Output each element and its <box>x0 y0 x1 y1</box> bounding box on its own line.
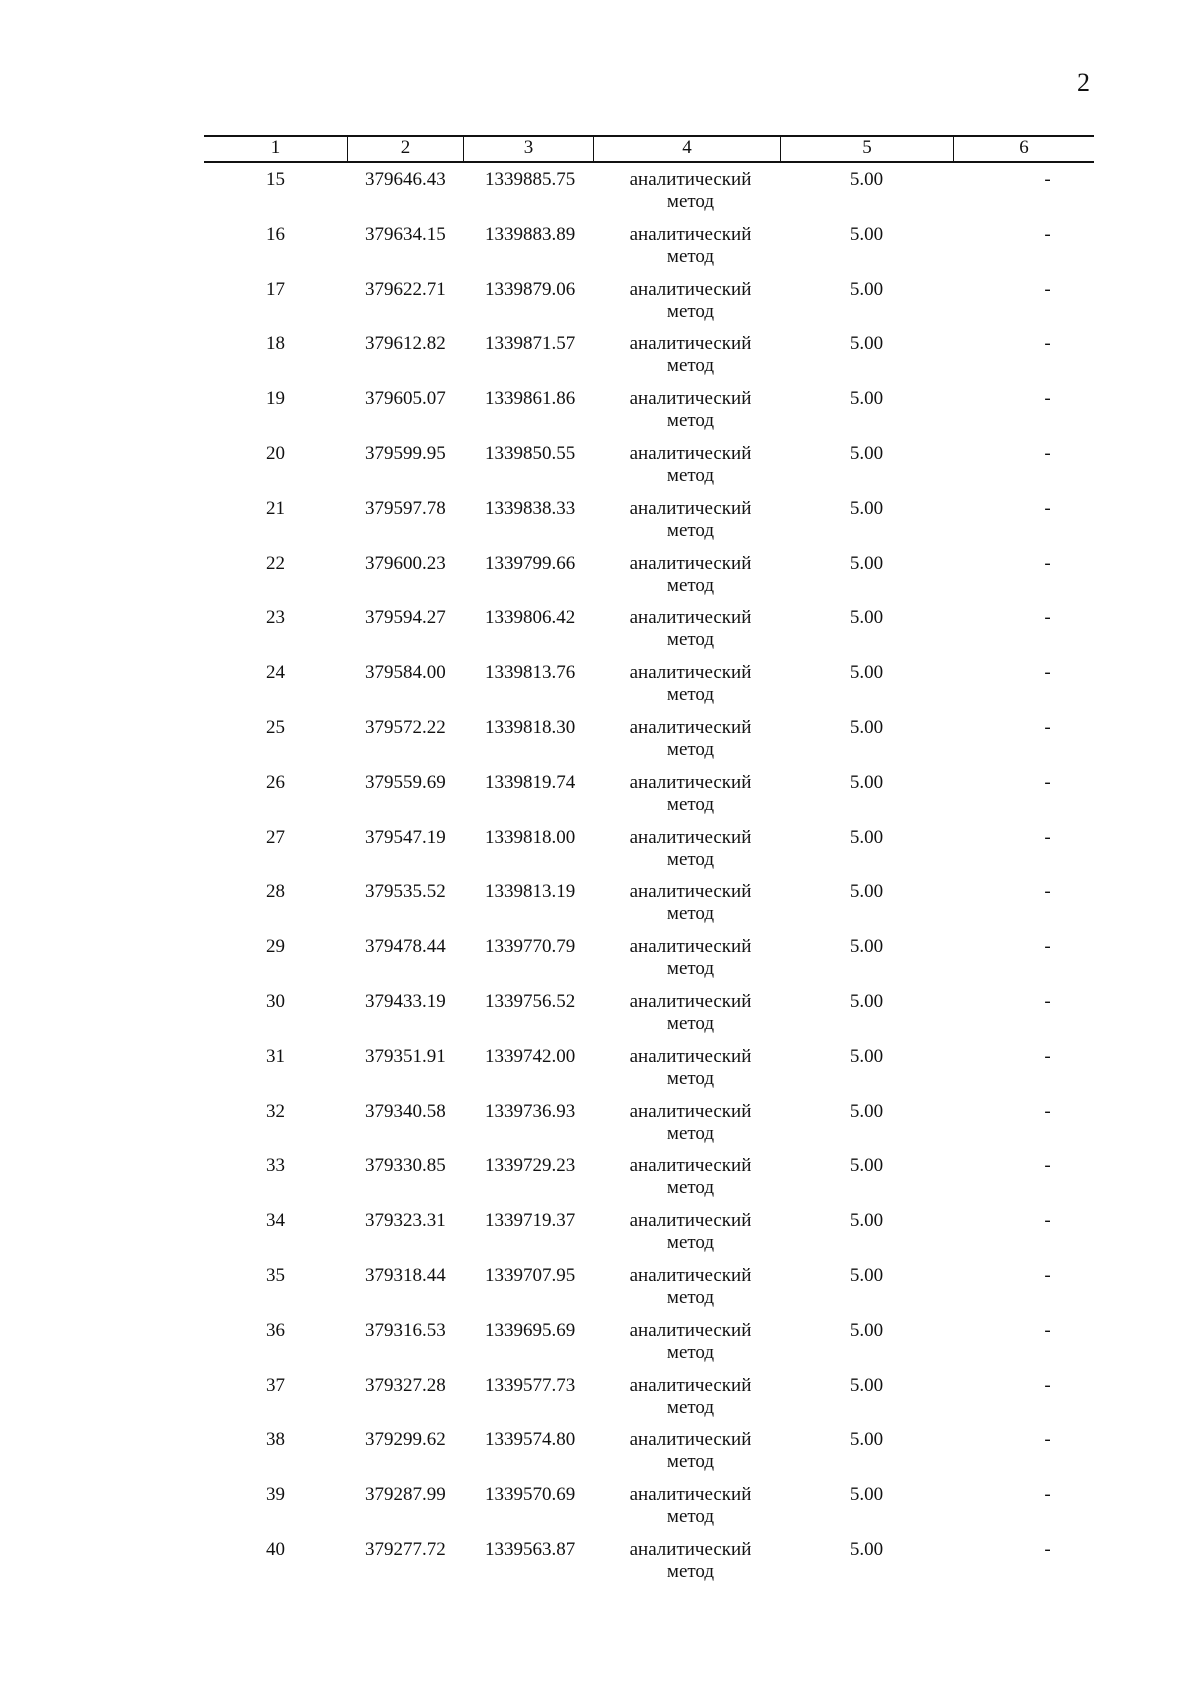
note-cell: - <box>1044 552 1051 574</box>
note-cell: - <box>1044 1264 1051 1286</box>
note-cell: - <box>1044 442 1051 464</box>
accuracy-cell: 5.00 <box>849 1100 884 1122</box>
note-cell: - <box>1044 1484 1051 1506</box>
coordinate-x-cell: 379340.58 <box>365 1100 446 1122</box>
column-header-4: 4 <box>593 137 780 161</box>
method-cell <box>593 662 780 717</box>
coordinate-y-cell: 1339885.75 <box>485 169 576 190</box>
table-row <box>204 443 1094 498</box>
coordinate-x-cell: 379351.91 <box>365 1045 446 1067</box>
point-number-cell: 36 <box>266 1319 285 1341</box>
method-line-2: метод <box>666 1560 715 1582</box>
note-cell: - <box>1044 826 1051 848</box>
method-cell <box>593 333 780 388</box>
coordinate-x-cell: 379634.15 <box>365 223 446 245</box>
method-cell <box>593 1429 780 1484</box>
coordinate-x-cell: 379599.95 <box>365 442 446 464</box>
note-cell: - <box>1044 881 1051 903</box>
coordinate-y-cell: 1339695.69 <box>485 1319 576 1341</box>
coordinate-x-cell: 379318.44 <box>365 1264 446 1286</box>
accuracy-cell: 5.00 <box>849 881 884 903</box>
method-line-2: метод <box>666 738 715 760</box>
table-row <box>204 827 1094 882</box>
point-number-cell: 34 <box>266 1210 285 1232</box>
coordinate-x-cell: 379330.85 <box>365 1155 446 1177</box>
table-row <box>204 1375 1094 1430</box>
method-line-2: метод <box>666 1177 715 1199</box>
coordinate-x-cell: 379622.71 <box>365 278 446 300</box>
method-line-2: метод <box>666 1506 715 1528</box>
table-row <box>204 333 1094 388</box>
coordinate-x-cell: 379316.53 <box>365 1319 446 1341</box>
table-body <box>204 169 1094 1594</box>
method-line-1: аналитический <box>629 936 752 958</box>
coordinate-y-cell: 1339813.76 <box>485 662 576 684</box>
note-cell: - <box>1044 1429 1051 1451</box>
accuracy-cell: 5.00 <box>849 1210 884 1232</box>
table-row <box>204 662 1094 717</box>
point-number-cell: 31 <box>266 1045 285 1067</box>
coordinate-x-cell: 379547.19 <box>365 826 446 848</box>
table-row <box>204 498 1094 553</box>
method-line-2: метод <box>666 574 715 596</box>
method-cell <box>593 1210 780 1265</box>
coordinate-x-cell: 379584.00 <box>365 662 446 684</box>
method-cell <box>593 1320 780 1375</box>
method-line-2: метод <box>666 793 715 815</box>
method-cell <box>593 772 780 827</box>
note-cell: - <box>1044 1319 1051 1341</box>
accuracy-cell: 5.00 <box>849 1045 884 1067</box>
column-header-3: 3 <box>463 137 593 161</box>
coordinate-x-cell: 379646.43 <box>365 169 446 190</box>
point-number-cell: 27 <box>266 826 285 848</box>
note-cell: - <box>1044 388 1051 410</box>
table-row <box>204 881 1094 936</box>
method-line-2: метод <box>666 1067 715 1089</box>
accuracy-cell: 5.00 <box>849 662 884 684</box>
method-cell <box>593 1046 780 1101</box>
accuracy-cell: 5.00 <box>849 990 884 1012</box>
point-number-cell: 16 <box>266 223 285 245</box>
column-header-5: 5 <box>780 137 953 161</box>
coordinate-x-cell: 379612.82 <box>365 333 446 355</box>
point-number-cell: 30 <box>266 990 285 1012</box>
point-number-cell: 23 <box>266 607 285 629</box>
method-line-2: метод <box>666 300 715 322</box>
method-cell <box>593 607 780 662</box>
note-cell: - <box>1044 497 1051 519</box>
column-header-1: 1 <box>270 137 281 158</box>
accuracy-cell: 5.00 <box>849 1538 884 1560</box>
table-header <box>204 135 1094 163</box>
point-number-cell: 33 <box>266 1155 285 1177</box>
accuracy-cell: 5.00 <box>849 1374 884 1396</box>
accuracy-cell: 5.00 <box>849 388 884 410</box>
accuracy-cell: 5.00 <box>849 607 884 629</box>
table-row <box>204 1320 1094 1375</box>
coordinate-y-cell: 1339838.33 <box>485 497 576 519</box>
note-cell: - <box>1044 936 1051 958</box>
method-line-1: аналитический <box>629 388 752 410</box>
table-row <box>204 991 1094 1046</box>
point-number-cell: 38 <box>266 1429 285 1451</box>
coordinate-x-cell: 379600.23 <box>365 552 446 574</box>
method-cell <box>593 1375 780 1430</box>
point-number-cell: 22 <box>266 552 285 574</box>
table-row <box>204 1539 1094 1594</box>
table-row <box>204 224 1094 279</box>
point-number-cell: 25 <box>266 716 285 738</box>
note-cell: - <box>1044 1210 1051 1232</box>
table-row <box>204 772 1094 827</box>
point-number-cell: 15 <box>266 169 285 190</box>
method-line-1: аналитический <box>629 1374 752 1396</box>
table-row <box>204 169 1094 224</box>
method-cell <box>593 1155 780 1210</box>
point-number-cell: 39 <box>266 1484 285 1506</box>
coordinate-y-cell: 1339736.93 <box>485 1100 576 1122</box>
point-number-cell: 18 <box>266 333 285 355</box>
note-cell: - <box>1044 169 1051 190</box>
point-number-cell: 28 <box>266 881 285 903</box>
method-line-1: аналитический <box>629 169 752 190</box>
method-line-1: аналитический <box>629 990 752 1012</box>
note-cell: - <box>1044 1155 1051 1177</box>
method-cell <box>593 1265 780 1320</box>
method-line-2: метод <box>666 1286 715 1308</box>
method-line-1: аналитический <box>629 607 752 629</box>
coordinate-y-cell: 1339883.89 <box>485 223 576 245</box>
method-line-1: аналитический <box>629 333 752 355</box>
note-cell: - <box>1044 716 1051 738</box>
coordinate-y-cell: 1339574.80 <box>485 1429 576 1451</box>
coordinate-y-cell: 1339563.87 <box>485 1538 576 1560</box>
table-row <box>204 936 1094 991</box>
table-row <box>204 607 1094 662</box>
coordinate-x-cell: 379323.31 <box>365 1210 446 1232</box>
method-cell <box>593 279 780 334</box>
point-number-cell: 24 <box>266 662 285 684</box>
accuracy-cell: 5.00 <box>849 333 884 355</box>
accuracy-cell: 5.00 <box>849 497 884 519</box>
method-line-1: аналитический <box>629 1155 752 1177</box>
accuracy-cell: 5.00 <box>849 1264 884 1286</box>
note-cell: - <box>1044 990 1051 1012</box>
coordinate-y-cell: 1339879.06 <box>485 278 576 300</box>
note-cell: - <box>1044 278 1051 300</box>
coordinates-table <box>204 135 1094 1594</box>
method-line-1: аналитический <box>629 1319 752 1341</box>
coordinate-y-cell: 1339813.19 <box>485 881 576 903</box>
method-cell <box>593 1101 780 1156</box>
method-cell <box>593 936 780 991</box>
method-line-2: метод <box>666 848 715 870</box>
method-cell <box>593 1484 780 1539</box>
note-cell: - <box>1044 223 1051 245</box>
coordinate-y-cell: 1339806.42 <box>485 607 576 629</box>
method-cell <box>593 443 780 498</box>
point-number-cell: 20 <box>266 442 285 464</box>
method-cell <box>593 991 780 1046</box>
method-line-1: аналитический <box>629 497 752 519</box>
method-line-2: метод <box>666 1396 715 1418</box>
method-line-1: аналитический <box>629 1484 752 1506</box>
accuracy-cell: 5.00 <box>849 1155 884 1177</box>
method-line-2: метод <box>666 519 715 541</box>
accuracy-cell: 5.00 <box>849 1484 884 1506</box>
page-number: 2 <box>1077 68 1090 97</box>
method-line-2: метод <box>666 629 715 651</box>
method-line-2: метод <box>666 684 715 706</box>
method-line-2: метод <box>666 191 715 212</box>
coordinate-y-cell: 1339756.52 <box>485 990 576 1012</box>
coordinate-y-cell: 1339570.69 <box>485 1484 576 1506</box>
accuracy-cell: 5.00 <box>849 552 884 574</box>
method-line-1: аналитический <box>629 826 752 848</box>
table-row <box>204 1429 1094 1484</box>
coordinate-x-cell: 379559.69 <box>365 771 446 793</box>
method-line-1: аналитический <box>629 552 752 574</box>
coordinate-x-cell: 379594.27 <box>365 607 446 629</box>
table-row <box>204 1155 1094 1210</box>
method-line-1: аналитический <box>629 442 752 464</box>
method-line-1: аналитический <box>629 1429 752 1451</box>
point-number-cell: 29 <box>266 936 285 958</box>
accuracy-cell: 5.00 <box>849 169 884 190</box>
note-cell: - <box>1044 662 1051 684</box>
table-row <box>204 1265 1094 1320</box>
method-cell <box>593 717 780 772</box>
accuracy-cell: 5.00 <box>849 278 884 300</box>
method-line-1: аналитический <box>629 1210 752 1232</box>
method-line-1: аналитический <box>629 716 752 738</box>
column-header-6: 6 <box>953 137 1094 161</box>
coordinate-y-cell: 1339719.37 <box>485 1210 576 1232</box>
accuracy-cell: 5.00 <box>849 1319 884 1341</box>
method-cell <box>593 169 780 224</box>
coordinate-y-cell: 1339871.57 <box>485 333 576 355</box>
coordinate-x-cell: 379535.52 <box>365 881 446 903</box>
accuracy-cell: 5.00 <box>849 1429 884 1451</box>
coordinate-y-cell: 1339861.86 <box>485 388 576 410</box>
method-cell <box>593 388 780 443</box>
accuracy-cell: 5.00 <box>849 716 884 738</box>
point-number-cell: 40 <box>266 1538 285 1560</box>
method-cell <box>593 224 780 279</box>
coordinate-y-cell: 1339819.74 <box>485 771 576 793</box>
table-row <box>204 1101 1094 1156</box>
table-row <box>204 553 1094 608</box>
coordinate-y-cell: 1339818.30 <box>485 716 576 738</box>
coordinate-y-cell: 1339729.23 <box>485 1155 576 1177</box>
accuracy-cell: 5.00 <box>849 826 884 848</box>
note-cell: - <box>1044 771 1051 793</box>
method-cell <box>593 827 780 882</box>
method-line-1: аналитический <box>629 223 752 245</box>
method-line-2: метод <box>666 1232 715 1254</box>
method-line-1: аналитический <box>629 881 752 903</box>
method-line-2: метод <box>666 958 715 980</box>
method-line-1: аналитический <box>629 1538 752 1560</box>
method-line-1: аналитический <box>629 1100 752 1122</box>
note-cell: - <box>1044 1374 1051 1396</box>
method-line-2: метод <box>666 464 715 486</box>
table-row <box>204 1046 1094 1101</box>
column-header-2: 2 <box>347 137 463 161</box>
coordinate-x-cell: 379277.72 <box>365 1538 446 1560</box>
coordinate-x-cell: 379299.62 <box>365 1429 446 1451</box>
method-line-2: метод <box>666 1451 715 1473</box>
coordinate-y-cell: 1339850.55 <box>485 442 576 464</box>
point-number-cell: 26 <box>266 771 285 793</box>
point-number-cell: 37 <box>266 1374 285 1396</box>
table-row <box>204 1210 1094 1265</box>
method-line-1: аналитический <box>629 1264 752 1286</box>
method-cell <box>593 498 780 553</box>
point-number-cell: 35 <box>266 1264 285 1286</box>
accuracy-cell: 5.00 <box>849 771 884 793</box>
table-row <box>204 1484 1094 1539</box>
coordinate-y-cell: 1339818.00 <box>485 826 576 848</box>
note-cell: - <box>1044 333 1051 355</box>
coordinate-x-cell: 379597.78 <box>365 497 446 519</box>
note-cell: - <box>1044 1100 1051 1122</box>
method-line-1: аналитический <box>629 1045 752 1067</box>
method-line-1: аналитический <box>629 662 752 684</box>
table-row <box>204 388 1094 443</box>
point-number-cell: 32 <box>266 1100 285 1122</box>
coordinate-x-cell: 379605.07 <box>365 388 446 410</box>
point-number-cell: 19 <box>266 388 285 410</box>
coordinate-y-cell: 1339742.00 <box>485 1045 576 1067</box>
method-line-1: аналитический <box>629 771 752 793</box>
note-cell: - <box>1044 607 1051 629</box>
method-line-2: метод <box>666 245 715 267</box>
method-line-2: метод <box>666 410 715 432</box>
method-line-1: аналитический <box>629 278 752 300</box>
accuracy-cell: 5.00 <box>849 442 884 464</box>
coordinate-y-cell: 1339577.73 <box>485 1374 576 1396</box>
method-line-2: метод <box>666 1012 715 1034</box>
accuracy-cell: 5.00 <box>849 223 884 245</box>
point-number-cell: 17 <box>266 278 285 300</box>
coordinate-x-cell: 379327.28 <box>365 1374 446 1396</box>
note-cell: - <box>1044 1538 1051 1560</box>
coordinate-y-cell: 1339707.95 <box>485 1264 576 1286</box>
coordinate-y-cell: 1339770.79 <box>485 936 576 958</box>
coordinate-y-cell: 1339799.66 <box>485 552 576 574</box>
method-cell <box>593 553 780 608</box>
accuracy-cell: 5.00 <box>849 936 884 958</box>
method-line-2: метод <box>666 903 715 925</box>
coordinate-x-cell: 379478.44 <box>365 936 446 958</box>
method-cell <box>593 1539 780 1594</box>
note-cell: - <box>1044 1045 1051 1067</box>
coordinate-x-cell: 379572.22 <box>365 716 446 738</box>
table-row <box>204 279 1094 334</box>
coordinate-x-cell: 379287.99 <box>365 1484 446 1506</box>
method-line-2: метод <box>666 355 715 377</box>
method-line-2: метод <box>666 1341 715 1363</box>
table-row <box>204 717 1094 772</box>
method-line-2: метод <box>666 1122 715 1144</box>
coordinate-x-cell: 379433.19 <box>365 990 446 1012</box>
point-number-cell: 21 <box>266 497 285 519</box>
method-cell <box>593 881 780 936</box>
